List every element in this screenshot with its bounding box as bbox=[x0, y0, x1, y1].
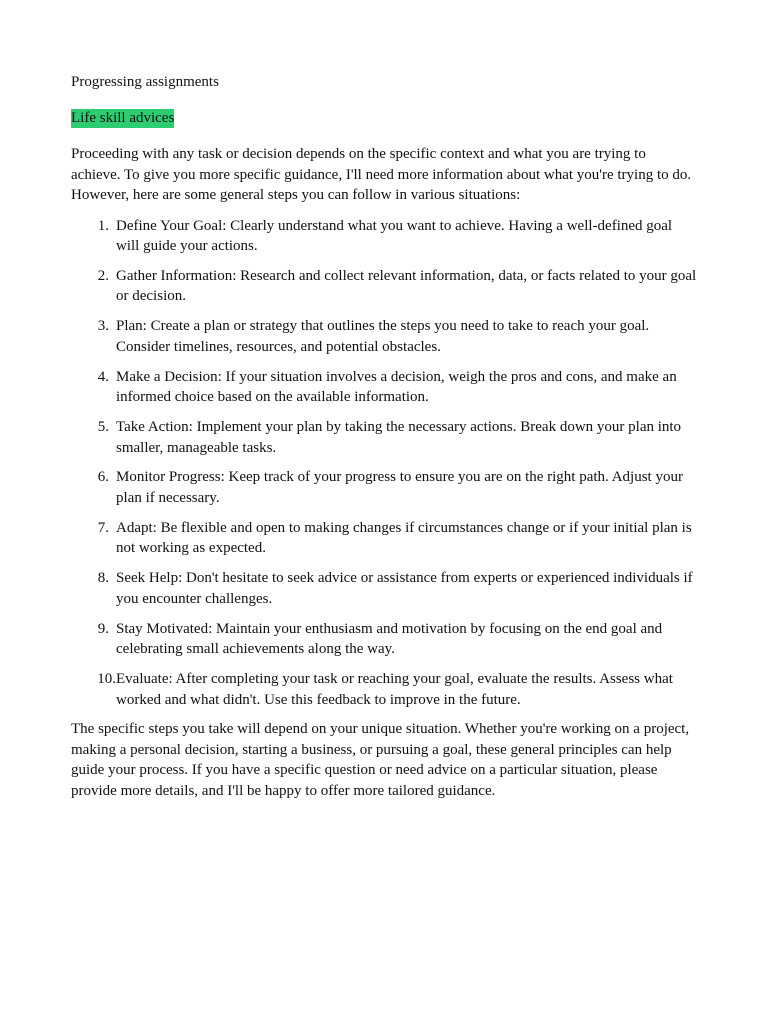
list-item-number: 10. bbox=[97, 671, 116, 688]
list-item-text: Gather Information: Research and collect relevant information, data, or facts related to your goal or decision. bbox=[116, 267, 697, 305]
highlighted-heading-text: Life skill advices bbox=[71, 110, 175, 126]
steps-list bbox=[71, 216, 697, 711]
section-heading bbox=[71, 108, 697, 128]
list-item-text: Define Your Goal: Clearly understand what you want to achieve. Having a well-defined goal will guide your actions. bbox=[116, 217, 673, 254]
list-item-number: 9. bbox=[97, 620, 109, 637]
list-item-text: Monitor Progress: Keep track of your progress to ensure you are on the right path. Adjust your plan if necessary. bbox=[116, 469, 683, 506]
list-item bbox=[71, 619, 697, 660]
list-item-number: 6. bbox=[97, 469, 109, 486]
list-item-number: 3. bbox=[97, 318, 109, 335]
list-item bbox=[71, 216, 697, 257]
list-item-text: Take Action: Implement your plan by taking the necessary actions. Break down your plan into smaller, manageable tasks. bbox=[116, 419, 682, 456]
list-item bbox=[71, 669, 697, 710]
list-item-text: Seek Help: Don't hesitate to seek advice or assistance from experts or experienced individuals if you encounter challenges. bbox=[116, 570, 693, 607]
list-item bbox=[71, 467, 697, 508]
list-item-number: 5. bbox=[97, 419, 109, 436]
list-item bbox=[71, 417, 697, 458]
list-item-number: 1. bbox=[97, 217, 109, 234]
list-item bbox=[71, 367, 697, 408]
list-item-text: Stay Motivated: Maintain your enthusiasm and motivation by focusing on the end goal and celebrating small achievements along the way. bbox=[116, 620, 663, 658]
list-item-text: Adapt: Be flexible and open to making changes if circumstances change or if your initial plan is not working as expected. bbox=[116, 519, 692, 557]
list-item-number: 7. bbox=[97, 519, 109, 536]
intro-paragraph: Proceeding with any task or decision depends on the specific context and what you are trying to achieve. To give you more specific guidance, I'll need more information about what you're trying to do. However, here are some general steps you can follow in various situations: bbox=[71, 146, 692, 203]
list-item-text: Plan: Create a plan or strategy that outlines the steps you need to take to reach your goal. Consider timelines, resources, and potential obstacles. bbox=[116, 318, 650, 355]
list-item bbox=[71, 568, 697, 609]
list-item-number: 4. bbox=[97, 368, 109, 385]
list-item-text: Evaluate: After completing your task or reaching your goal, evaluate the results. Assess what worked and what didn't. Use this feedback to improve in the future. bbox=[116, 671, 673, 708]
list-item-text: Make a Decision: If your situation involves a decision, weigh the pros and cons, and make an informed choice based on the available information. bbox=[116, 368, 677, 406]
document-title: Progressing assignments bbox=[71, 74, 219, 90]
closing-paragraph: The specific steps you take will depend on your unique situation. Whether you're working on a project, making a personal decision, starting a business, or pursuing a goal, these general principles can help guide your process. If you have a specific question or need advice on a particular situation, please provide more details, and I'll be happy to offer more tailored guidance. bbox=[71, 721, 690, 799]
list-item bbox=[71, 518, 697, 559]
list-item-number: 8. bbox=[97, 570, 109, 587]
list-item-number: 2. bbox=[97, 267, 109, 284]
list-item bbox=[71, 316, 697, 357]
document-page bbox=[71, 72, 697, 801]
list-item bbox=[71, 266, 697, 307]
